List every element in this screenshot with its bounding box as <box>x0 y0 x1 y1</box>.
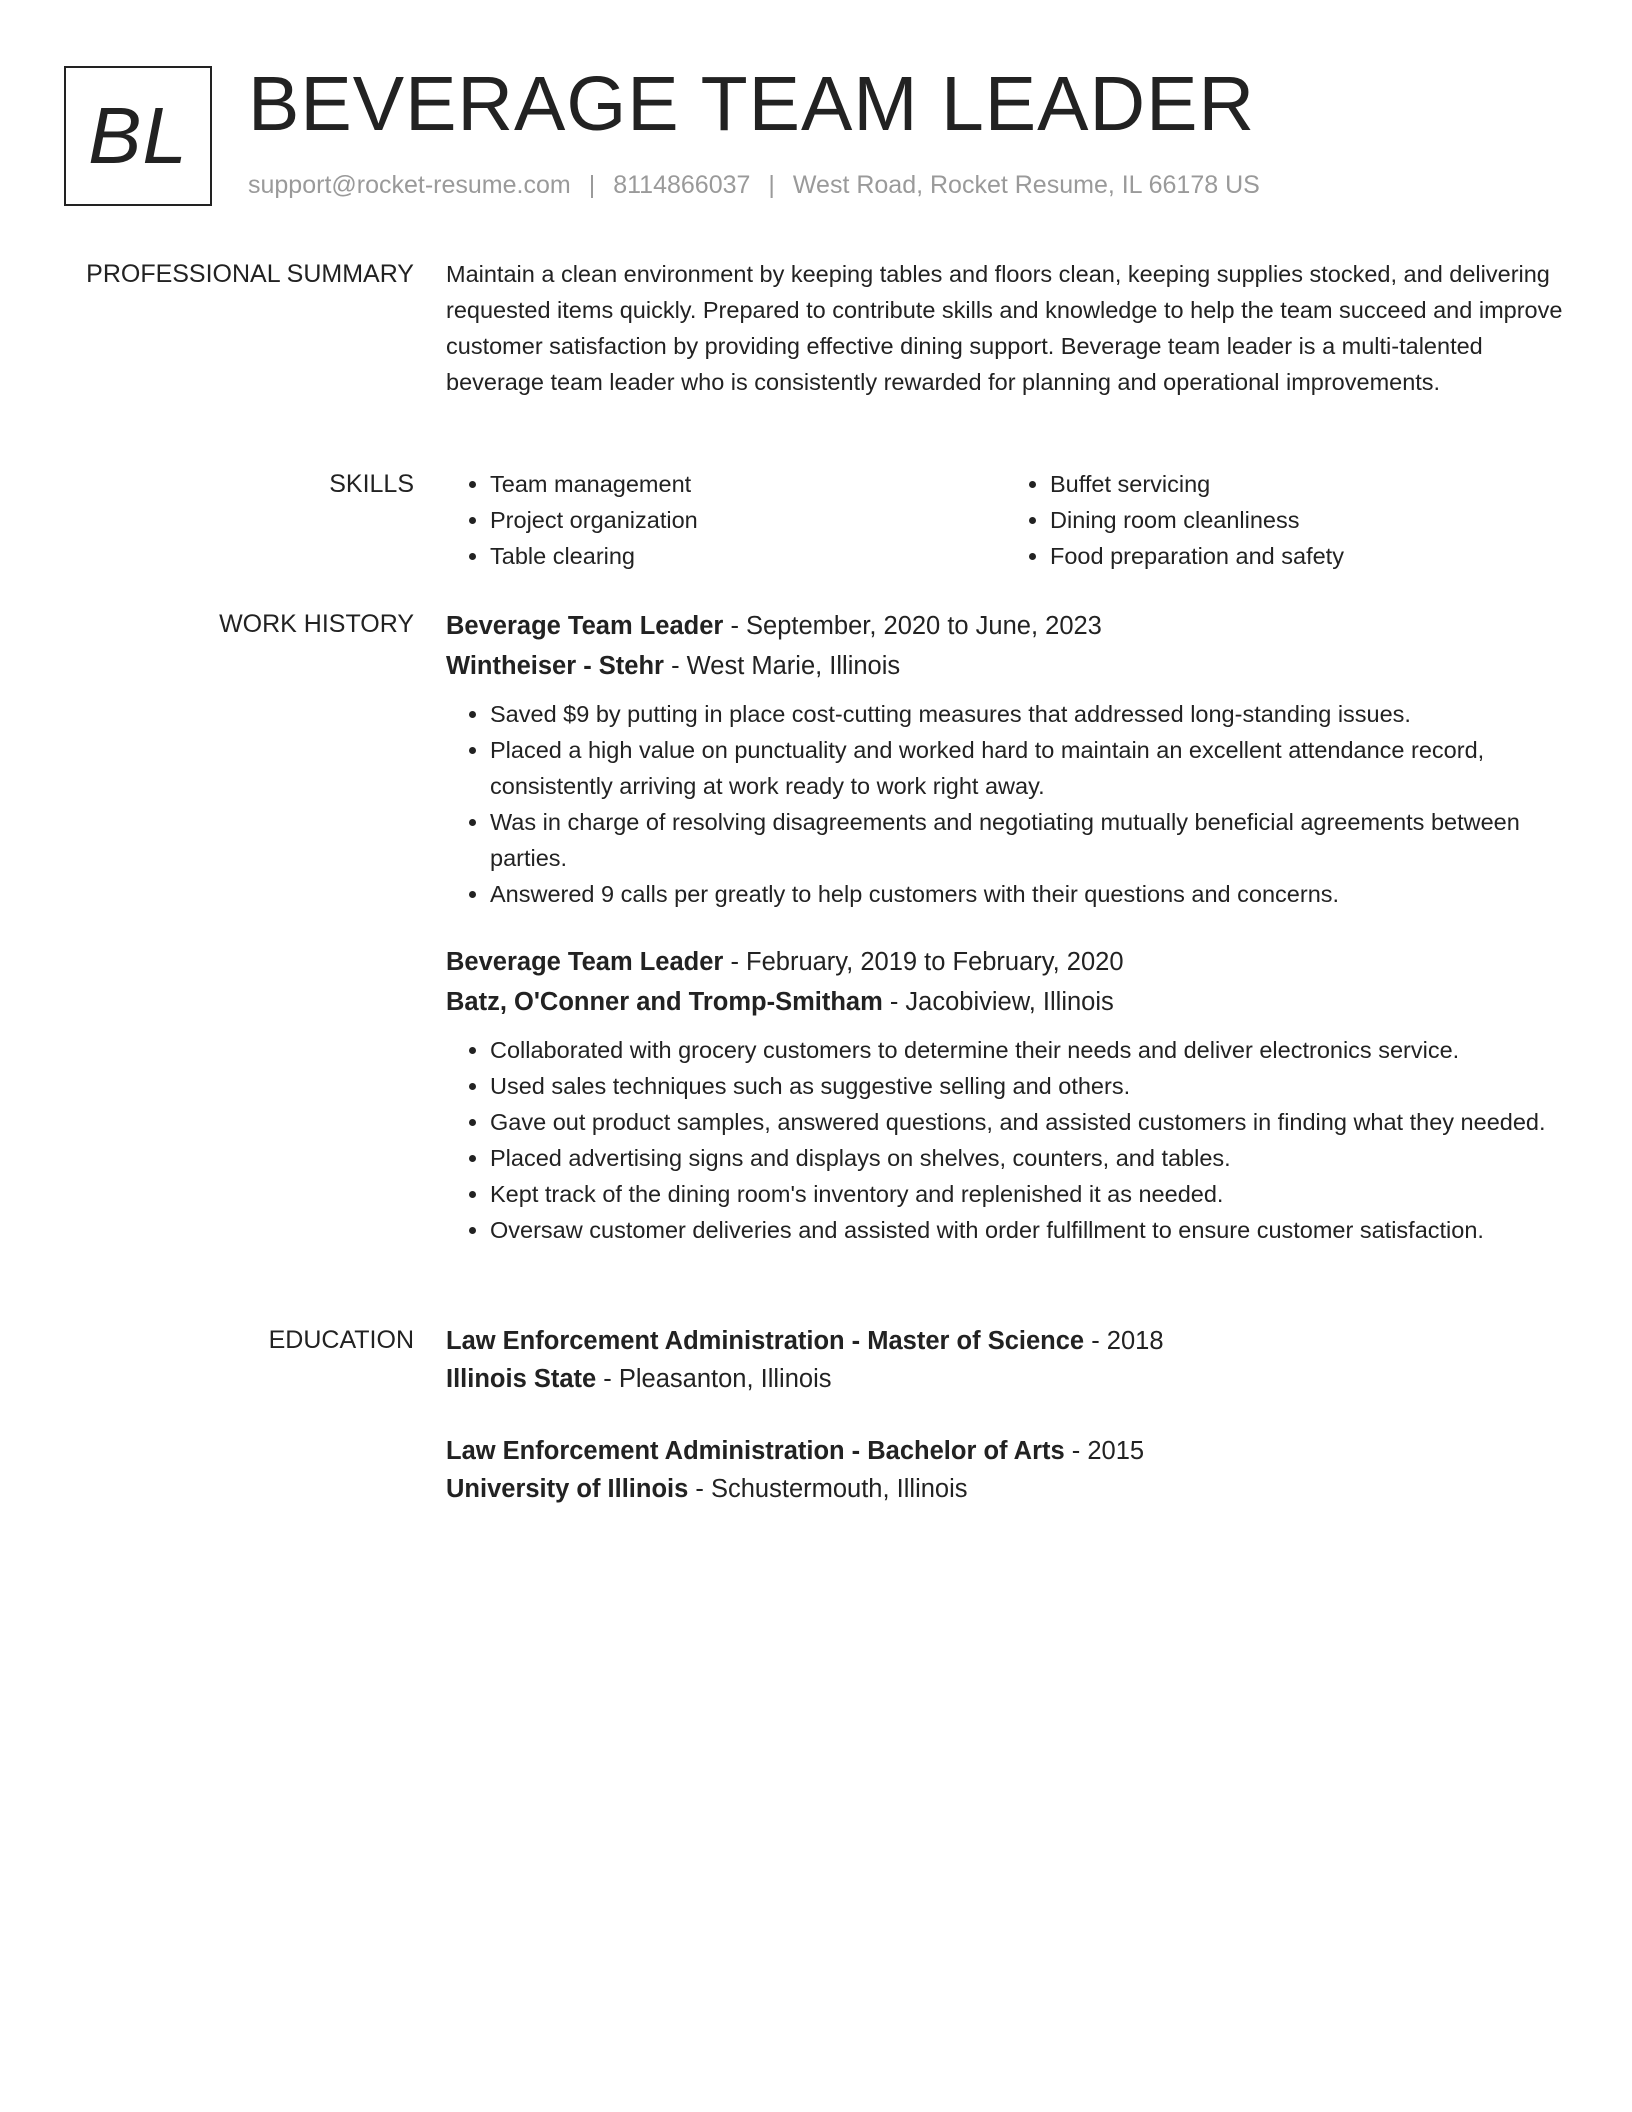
job-company-line <box>446 646 1566 686</box>
edu-school-line <box>446 1470 1566 1508</box>
monogram: BL <box>64 66 212 206</box>
skill-item: • Team management <box>490 466 1006 502</box>
contact-line <box>248 171 1260 200</box>
edu-year: - 2015 <box>1071 1437 1145 1465</box>
edu-degree: Law Enforcement Administration - Bachelor of Arts <box>446 1437 1065 1465</box>
page-title: BEVERAGE TEAM LEADER <box>248 61 1256 147</box>
skills-list-right <box>1006 466 1566 574</box>
job-company-line <box>446 982 1566 1022</box>
edu-year: - 2018 <box>1091 1327 1164 1355</box>
job-entry <box>446 942 1566 1248</box>
job-title-line <box>446 942 1566 982</box>
contact-email: support@rocket-resume.com <box>248 171 571 199</box>
section-label-skills: SKILLS <box>329 470 414 498</box>
job-company: Wintheiser - Stehr <box>446 652 664 680</box>
skill-item: • Table clearing <box>490 538 1006 574</box>
edu-location: - Schustermouth, Illinois <box>695 1475 968 1503</box>
job-dates: - February, 2019 to February, 2020 <box>730 948 1124 976</box>
job-dates: - September, 2020 to June, 2023 <box>730 612 1102 640</box>
edu-degree-line <box>446 1322 1566 1360</box>
job-title: Beverage Team Leader <box>446 948 724 976</box>
job-bullet: • Gave out product samples, answered questions, and assisted customers in finding what they needed. <box>490 1104 1566 1140</box>
job-bullet: • Collaborated with grocery customers to determine their needs and deliver electronics service. <box>490 1032 1566 1068</box>
edu-location: - Pleasanton, Illinois <box>603 1365 832 1393</box>
skill-item: • Project organization <box>490 502 1006 538</box>
contact-separator: | <box>588 171 596 199</box>
job-bullet: • Used sales techniques such as suggestive selling and others. <box>490 1068 1566 1104</box>
skills-grid <box>446 466 1566 574</box>
resume-header <box>64 61 1568 208</box>
contact-address: West Road, Rocket Resume, IL 66178 US <box>792 171 1260 199</box>
job-bullet: • Placed a high value on punctuality and worked hard to maintain an excellent attendance record, consistently arriving at work ready to work right away. <box>490 732 1566 804</box>
education-entry <box>446 1322 1566 1398</box>
education-content <box>446 1322 1566 1508</box>
job-title-line <box>446 606 1566 646</box>
job-company: Batz, O'Conner and Tromp-Smitham <box>446 988 883 1016</box>
summary-text: Maintain a clean environment by keeping tables and floors clean, keeping supplies stocked, and delivering requested items quickly. Prepared to contribute skills and knowledge to help the team succeed and improve customer satisfaction by providing effective dining support. Beverage team leader is a multi-talented beverage team leader who is consistently rewarded for planning and operational improvements. <box>446 261 1563 395</box>
edu-school: Illinois State <box>446 1365 597 1393</box>
job-bullet: • Kept track of the dining room's inventory and replenished it as needed. <box>490 1176 1566 1212</box>
job-entry <box>446 606 1566 912</box>
job-bullet: • Oversaw customer deliveries and assisted with order fulfillment to ensure customer satisfaction. <box>490 1212 1566 1248</box>
summary-content <box>446 256 1566 400</box>
education-entry <box>446 1432 1566 1508</box>
job-bullets <box>446 696 1566 912</box>
skill-item: • Dining room cleanliness <box>1050 502 1566 538</box>
contact-separator: | <box>768 171 775 199</box>
job-bullet: • Was in charge of resolving disagreements and negotiating mutually beneficial agreements between parties. <box>490 804 1566 876</box>
skill-item: • Food preparation and safety <box>1050 538 1566 574</box>
section-label-summary: PROFESSIONAL SUMMARY <box>86 260 414 288</box>
edu-school: University of Illinois <box>446 1475 689 1503</box>
job-location: - Jacobiview, Illinois <box>889 988 1114 1016</box>
job-location: - West Marie, Illinois <box>671 652 901 680</box>
edu-school-line <box>446 1360 1566 1398</box>
job-bullets <box>446 1032 1566 1248</box>
contact-phone: 8114866037 <box>613 171 751 199</box>
skill-item: • Buffet servicing <box>1050 466 1566 502</box>
skills-list-left <box>446 466 1006 574</box>
job-bullet: • Saved $9 by putting in place cost-cutting measures that addressed long-standing issues. <box>490 696 1566 732</box>
section-label-work: WORK HISTORY <box>219 610 414 638</box>
job-bullet: • Answered 9 calls per greatly to help customers with their questions and concerns. <box>490 876 1566 912</box>
job-bullet: • Placed advertising signs and displays on shelves, counters, and tables. <box>490 1140 1566 1176</box>
section-label-education: EDUCATION <box>268 1326 414 1354</box>
edu-degree-line <box>446 1432 1566 1470</box>
job-title: Beverage Team Leader <box>446 612 724 640</box>
work-content <box>446 606 1566 1248</box>
edu-degree: Law Enforcement Administration - Master of Science <box>446 1327 1085 1355</box>
